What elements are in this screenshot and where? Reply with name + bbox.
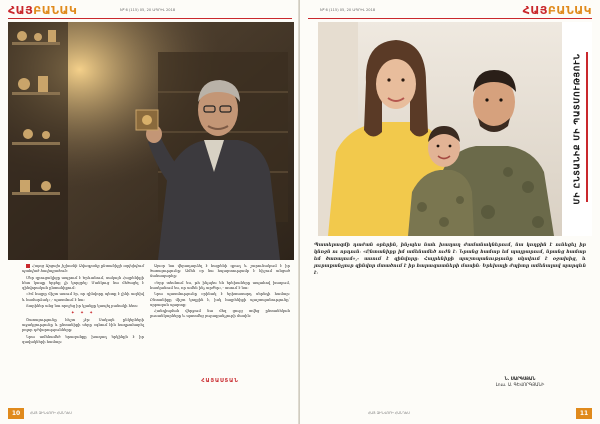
section-divider-stars: ✦ ✦ ✦ bbox=[70, 310, 96, 316]
photo-man-with-collection bbox=[8, 22, 294, 260]
paragraph: Տարիներ անց նա որոշեց իր կյանքը կապել բանակի հետ։ bbox=[26, 304, 138, 309]
banner-accent-bar bbox=[586, 52, 588, 202]
logo-part-2: ԲԱՆԱԿ bbox=[33, 4, 78, 17]
feature-text bbox=[314, 242, 586, 277]
page-number: 10 bbox=[8, 408, 24, 419]
paragraph: Նրա ամենամեծ երազանքը խաղաղ երկինքն է իր զավակների համար։ bbox=[22, 334, 144, 344]
vertical-banner bbox=[562, 22, 592, 236]
left-footer bbox=[8, 408, 292, 420]
paragraph: «Երբ տեսնում ես, թե ինչպես են երեխաները ապահով խաղում, հասկանում ես, որ ամեն ինչ արժեր»,- ասում է նա։ bbox=[150, 280, 290, 290]
issue-line: Nº 6 (115) 05, 20 ԱՊՐԻԼ 2018 bbox=[120, 8, 176, 12]
photo-credit: Լուս. Ա. ԳԵՎՈՐԳՅԱՆԻ bbox=[495, 382, 545, 387]
article-column-1 bbox=[22, 264, 144, 396]
photo-family-portrait bbox=[318, 22, 562, 236]
right-page bbox=[300, 0, 600, 424]
author-name: Ն. ՍԱՐԳՍՅԱՆ bbox=[504, 376, 536, 381]
page-number: 11 bbox=[576, 408, 592, 419]
photo-caption: Հայոց Արցախ իշխանի Ավագյանը ընտանիքի արխիվում պահված հավաքածուն։ bbox=[22, 264, 144, 274]
paragraph: Նրա պատմությունը օրինակ է երիտասարդ սերնդի համար։ Ընտանիքը միշտ կողքին է, իսկ հայրենիքի պաշտպանությունը՝ սրբազան պարտք։ bbox=[150, 292, 290, 307]
paragraph: «Իմ հայրը միշտ ասում էր, որ զինվորը պետք է լինի ազնիվ և համարձակ»,- պատմում է նա։ bbox=[22, 292, 144, 302]
logo-part-2: ԲԱՆԱԿ bbox=[547, 4, 592, 17]
logo-part-1: ՀԱՅ bbox=[522, 4, 548, 17]
article-column-2 bbox=[150, 264, 290, 396]
magazine-logo bbox=[523, 4, 592, 18]
logo-part-1: ՀԱՅ bbox=[8, 4, 34, 17]
paragraph: Հանդիպման վերջում նա մեզ ցույց տվեց ընտանեկան լուսանկարները և պատմեց յուրաքանչյուրի մասին։ bbox=[150, 309, 290, 319]
header-rule bbox=[308, 18, 592, 19]
section-stamp: ՀԱՅԱՍՏԱՆ bbox=[201, 378, 239, 384]
caption-marker-icon bbox=[26, 264, 30, 268]
footer-text: ՀԱՅ ԶԻՆՎՈՐԻ ՀԱՆԴԵՍ bbox=[368, 411, 410, 415]
footer-text: ՀԱՅ ԶԻՆՎՈՐԻ ՀԱՆԴԵՍ bbox=[30, 411, 72, 415]
magazine-logo bbox=[8, 4, 77, 18]
right-footer bbox=[308, 408, 592, 420]
issue-line: Nº 6 (115) 05, 20 ԱՊՐԻԼ 2018 bbox=[320, 8, 376, 12]
paragraph: Մեր զրուցակիցը ապրում է Երևանում, սակայն Հայրենիքի հետ կապը երբեք չի կորցրել։ Մանկուց նա մեծացել է զինվորական ընտանիքում։ bbox=[22, 275, 144, 290]
byline bbox=[450, 376, 590, 388]
paragraph: Այսօր նա վերադարձել է հայրենի գյուղ և շարունակում է իր ծառայությունը։ Ամեն օր նա հպարտությամբ է հիշում անցած ճանապարհը։ bbox=[150, 264, 290, 279]
feature-paragraph: Պատերազմի դաժան օրերին, ինչպես նաև խաղաղ ժամանակներում, նա կողքին է ունեցել իր կնոջն ու որդուն։ «Ընտանիքը իմ ամենամեծ ուժն է։ Նրանց համար եմ պայքարում, նրանց համար եմ ծառայում»,- ասում է զինվորը։ Հայրենիքի պաշտպանությունը սկսվում է օջախից, և յուրաքանչյուր զինվոր մտածում է իր հարազատների մասին։ Երեխայի ժպիտը ամենալավ պարգևն է։ bbox=[314, 243, 586, 276]
banner-title: ՄԻ ԸՆՏԱՆԻՔ ՄԻ ՊԱՏՄՈՒԹՅՈՒՆ bbox=[572, 53, 582, 205]
header-rule bbox=[8, 18, 292, 19]
paragraph: Ծառայությունը հեշտ չէր։ Սակայն ընկերների աջակցությունը և ընտանիքի սերը օգնում էին հաղթահարել բոլոր դժվարությունները։ bbox=[22, 317, 144, 333]
